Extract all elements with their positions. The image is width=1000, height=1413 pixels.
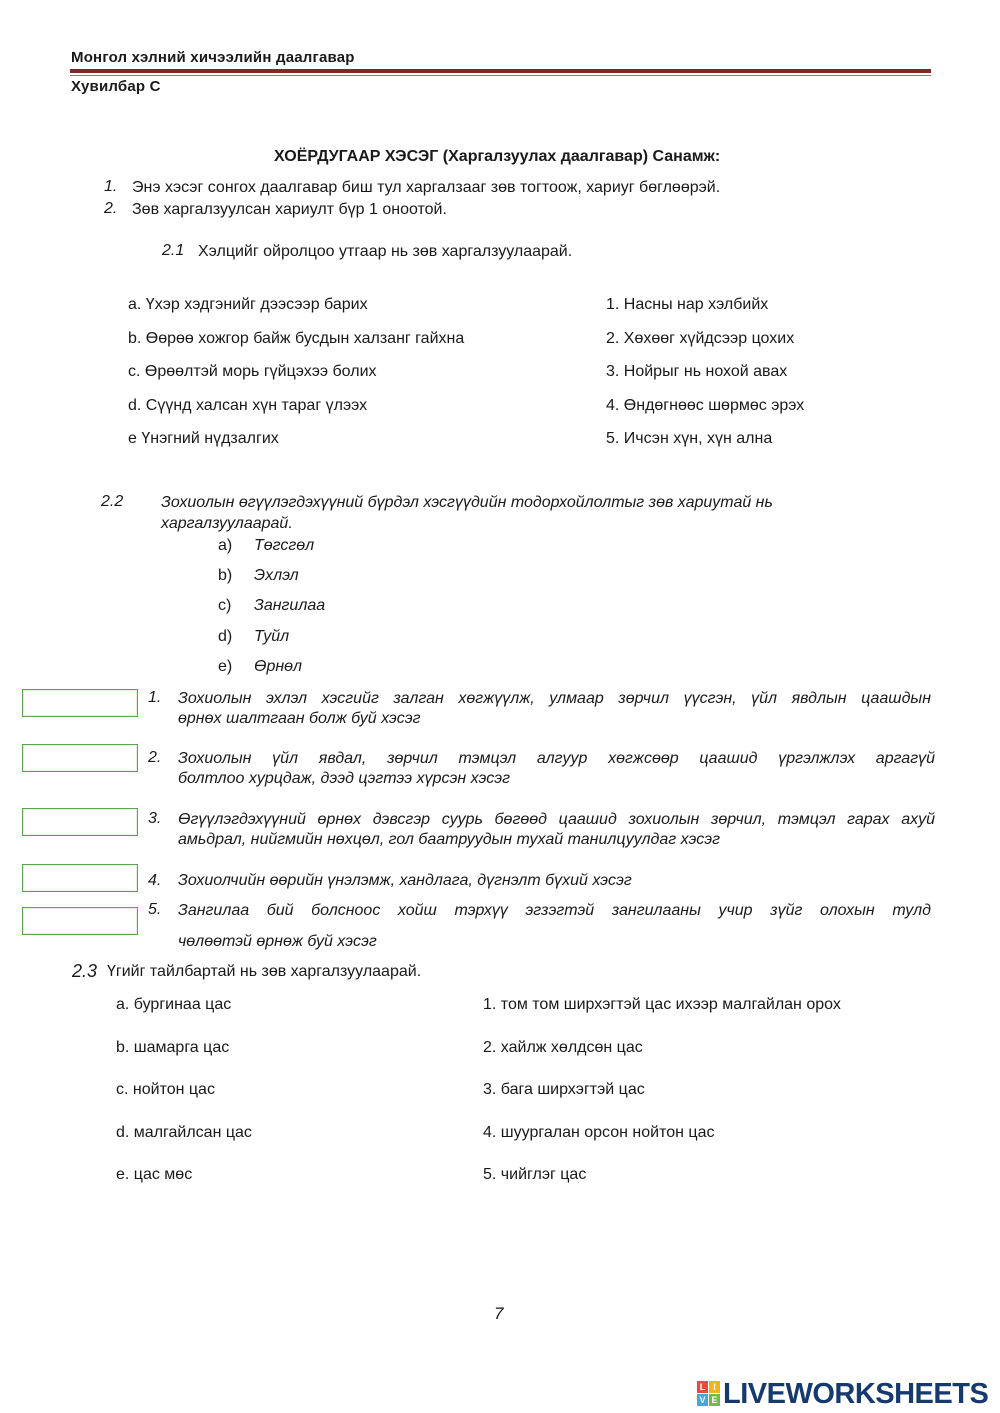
match-left-item: c. нойтон цас (116, 1081, 215, 1098)
logo-letter: L (697, 1381, 708, 1393)
item-text: Зохиолчийн өөрийн үнэлэмж, хандлага, дүгнэлт бүхий хэсэг (178, 872, 632, 889)
option-letter: d) (218, 628, 233, 645)
note-text: Энэ хэсэг сонгох даалгавар биш тул харгалзааг зөв тогтоож, хариуг бөглөөрэй. (132, 179, 721, 196)
match-right-item: 1. том том ширхэгтэй цас ихээр малгайлан орох (483, 996, 841, 1013)
logo-letter: V (697, 1394, 708, 1406)
item-text-cont: амьдрал, нийгмийн нөхцөл, гол баатруудын тухай танилцуулдаг хэсэг (178, 831, 721, 848)
header-rule-thin (70, 75, 931, 76)
match-right-item: 2. хайлж хөлдсөн цас (483, 1039, 643, 1056)
match-right-item: 3. Нойрыг нь нохой авах (606, 363, 788, 380)
answer-box-5[interactable] (22, 907, 138, 935)
question-title: Хэлцийг ойролцоо утгаар нь зөв харгалзуулаарай. (198, 243, 573, 260)
match-right-item: 2. Хөхөөг хүйдсээр цохих (606, 330, 795, 347)
item-number: 3. (148, 810, 162, 827)
item-number: 2. (148, 749, 162, 766)
option-letter: b) (218, 567, 233, 584)
match-left-item: d. малгайлсан цас (116, 1124, 252, 1141)
option-text: Эхлэл (254, 567, 299, 584)
item-text: Зангилаа бий болсноос хойш тэрхүү эгзэгтэй зангилааны учир зүйг олохын тулд (178, 902, 931, 919)
item-number: 4. (148, 872, 162, 889)
option-letter: e) (218, 658, 233, 675)
item-text: Зохиолын эхлэл хэсгийг залган хөгжүүлж, улмаар зөрчил үүсгэн, үйл явдлын цаашдын (178, 690, 931, 707)
question-title: Зохиолын өгүүлэгдэхүүний бүрдэл хэсгүүдийн тодорхойлолтыг зөв хариутай нь (161, 494, 773, 511)
option-letter: c) (218, 597, 232, 614)
match-right-item: 5. чийглэг цас (483, 1166, 587, 1183)
match-right-item: 4. Өндөгнөөс шөрмөс эрэх (606, 397, 805, 414)
match-left-item: d. Сүүнд халсан хүн тараг үлээх (128, 397, 368, 414)
logo-icon (697, 1381, 721, 1407)
answer-box-4[interactable] (22, 864, 138, 892)
answer-box-2[interactable] (22, 744, 138, 772)
option-letter: a) (218, 537, 233, 554)
item-text-cont: чөлөөтэй өрнөж буй хэсэг (178, 933, 377, 950)
logo-letter: I (709, 1381, 720, 1393)
option-text: Төгсгөл (254, 537, 315, 554)
logo-text: LIVEWORKSHEETS (723, 1378, 989, 1410)
item-text: Зохиолын үйл явдал, зөрчил тэмцэл алгуур хөгжсөөр цаашид үргэлжлэх аргагүй (178, 750, 935, 767)
question-number: 2.2 (101, 493, 124, 510)
item-number: 5. (148, 901, 162, 918)
variant-label: Хувилбар С (71, 78, 161, 95)
item-text-cont: өрнөх шалтгаан болж буй хэсэг (178, 710, 421, 727)
document-title: Монгол хэлний хичээлийн даалгавар (71, 49, 355, 66)
match-left-item: c. Өрөөлтэй морь гүйцэхээ болих (128, 363, 377, 380)
item-text-cont: болтлоо хурцдаж, дээд цэгтээ хүрсэн хэсэг (178, 770, 511, 787)
answer-box-3[interactable] (22, 808, 138, 836)
item-text: Өгүүлэгдэхүүний өрнөх дэвсгэр суурь бөгөөд цаашид зохиолын зөрчил, тэмцэл гарах ахуй (178, 811, 935, 828)
match-left-item: b. шамарга цас (116, 1039, 230, 1056)
question-title-cont: харгалзуулаарай. (161, 515, 293, 532)
item-number: 1. (148, 689, 162, 706)
option-text: Туйл (254, 628, 290, 645)
match-left-item: b. Өөрөө хожгор байж бусдын халзанг гайхна (128, 330, 465, 347)
section-title: ХОЁРДУГААР ХЭСЭГ (Харгалзуулах даалгавар) Санамж: (274, 148, 721, 165)
note-number: 2. (104, 200, 118, 217)
header-rule (70, 69, 931, 73)
match-left-item: a. Үхэр хэдгэнийг дээсээр барих (128, 296, 368, 313)
match-left-item: e Үнэгний нүдзалгих (128, 430, 279, 447)
match-left-item: a. бургинаа цас (116, 996, 232, 1013)
question-number: 2.3 (72, 961, 98, 981)
match-right-item: 1. Насны нар хэлбийх (606, 296, 769, 313)
note-number: 1. (104, 178, 118, 195)
logo-letter: E (709, 1394, 720, 1406)
match-right-item: 5. Ичсэн хүн, хүн ална (606, 430, 773, 447)
match-right-item: 3. бага ширхэгтэй цас (483, 1081, 645, 1098)
match-left-item: e. цас мөс (116, 1166, 193, 1183)
note-text: Зөв харгалзуулсан хариулт бүр 1 оноотой. (132, 201, 447, 218)
option-text: Өрнөл (254, 658, 303, 675)
question-number: 2.1 (162, 242, 185, 259)
option-text: Зангилаа (254, 597, 326, 614)
match-right-item: 4. шуургалан орсон нойтон цас (483, 1124, 715, 1141)
answer-box-1[interactable] (22, 689, 138, 717)
page-number: 7 (494, 1304, 504, 1323)
question-title: Үгийг тайлбартай нь зөв харгалзуулаарай. (107, 963, 422, 980)
